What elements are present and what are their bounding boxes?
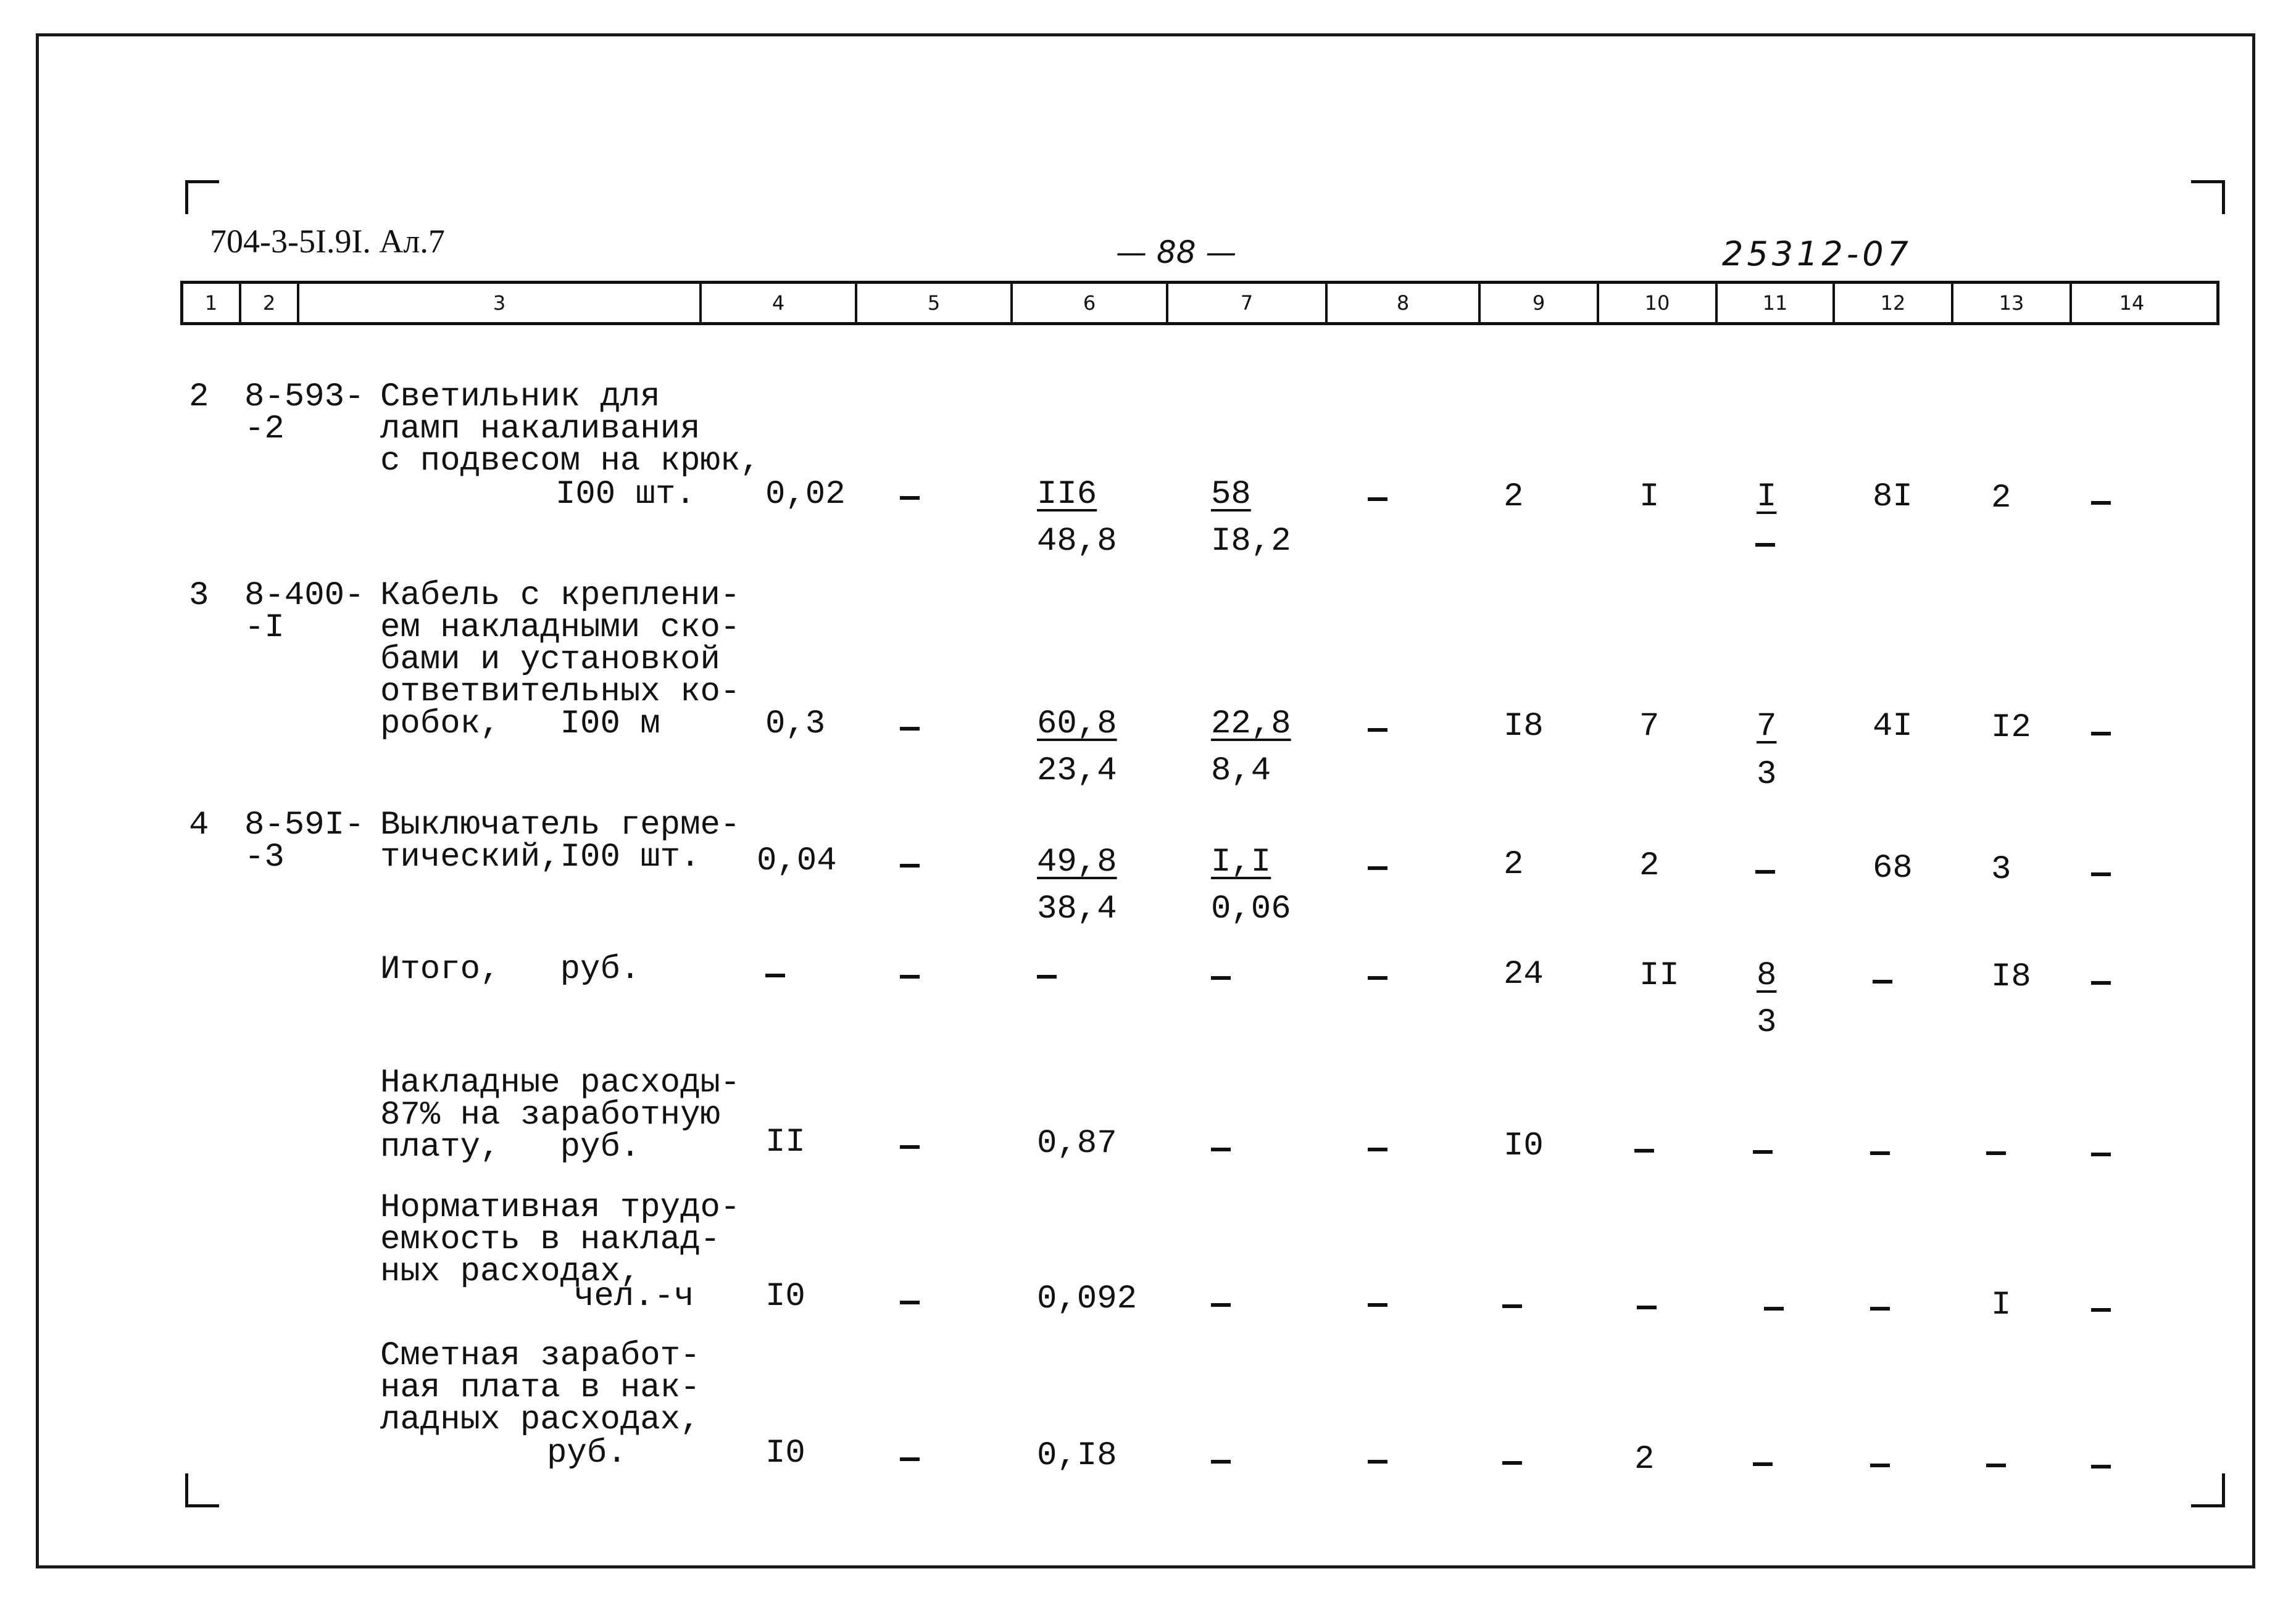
cell-col6-bottom: 38,4 xyxy=(1037,890,1117,928)
cell-col6-bottom: 48,8 xyxy=(1037,523,1117,560)
cell-col7-top: 58 xyxy=(1211,476,1251,513)
column-header: 10 xyxy=(1599,284,1718,322)
cell-col6: 0,092 xyxy=(1037,1280,1138,1318)
work-description: Выключатель герме- тический,I00 шт. xyxy=(380,806,741,876)
cell-col10: 7 xyxy=(1639,708,1660,745)
column-header: 1 xyxy=(183,284,241,322)
empty-dash xyxy=(765,974,785,977)
empty-dash xyxy=(1211,976,1231,980)
cell-col7-top: 22,8 xyxy=(1211,705,1291,743)
unit: чел.-ч xyxy=(574,1278,694,1315)
cell-col6-bottom: 23,4 xyxy=(1037,752,1117,790)
corner-mark-bottom-left xyxy=(185,1473,219,1507)
row-number: 3 xyxy=(189,577,209,615)
cell-col6-top: 49,8 xyxy=(1037,843,1117,881)
cell-col4: I0 xyxy=(765,1435,805,1472)
empty-dash xyxy=(1870,1151,1890,1155)
cell-col13: I8 xyxy=(1991,958,2031,996)
column-header: 2 xyxy=(241,284,299,322)
empty-dash xyxy=(1368,1148,1387,1151)
empty-dash xyxy=(1502,1461,1522,1465)
cell-col12: 68 xyxy=(1873,850,1913,887)
document-number: 25312-07 xyxy=(1722,234,1912,273)
rate-code: 8-400- -I xyxy=(244,577,365,647)
empty-dash xyxy=(1753,1462,1773,1466)
cell-col4: 0,04 xyxy=(757,842,837,880)
empty-dash xyxy=(1755,870,1775,874)
empty-dash xyxy=(900,975,920,979)
empty-dash xyxy=(900,1301,920,1304)
corner-mark-bottom-right xyxy=(2191,1473,2225,1507)
cell-col11-bottom: 3 xyxy=(1757,756,1777,793)
column-header-row xyxy=(180,281,2219,325)
rate-code: 8-593- -2 xyxy=(244,378,365,448)
empty-dash xyxy=(1870,1464,1890,1467)
cell-col11-top: 7 xyxy=(1757,708,1777,745)
cell-col9: 2 xyxy=(1504,478,1524,516)
cell-col12: 4I xyxy=(1873,708,1913,745)
empty-dash xyxy=(900,1457,920,1461)
cell-col9: 2 xyxy=(1504,846,1524,884)
column-header: 13 xyxy=(1953,284,2072,322)
empty-dash xyxy=(1368,866,1387,870)
rate-code: 8-59I- -3 xyxy=(244,806,365,876)
cell-col12: 8I xyxy=(1873,478,1913,516)
labor-label: Нормативная трудо- емкость в наклад- ных расходах, xyxy=(380,1189,741,1291)
empty-dash xyxy=(1986,1464,2006,1467)
cell-col4: I0 xyxy=(765,1278,805,1315)
column-header: 11 xyxy=(1718,284,1835,322)
column-header: 4 xyxy=(702,284,857,322)
empty-dash xyxy=(900,727,920,731)
cell-col4: II xyxy=(765,1124,805,1161)
document-code: 704-3-5I.9I. Ал.7 xyxy=(210,223,445,260)
empty-dash xyxy=(1368,1460,1387,1464)
empty-dash xyxy=(2091,1465,2111,1468)
empty-dash xyxy=(2091,1153,2111,1156)
cell-col13: 2 xyxy=(1991,479,2011,517)
empty-dash xyxy=(1211,1148,1231,1151)
empty-dash xyxy=(1037,975,1057,979)
empty-dash xyxy=(2091,501,2111,505)
cell-col13: I xyxy=(1991,1286,2011,1324)
column-header: 12 xyxy=(1835,284,1953,322)
corner-mark-top-right xyxy=(2191,180,2225,214)
empty-dash xyxy=(2091,981,2111,985)
unit: руб. xyxy=(547,1435,627,1472)
page-number: — 88 — xyxy=(1116,234,1237,270)
cell-col7-bottom: I8,2 xyxy=(1211,523,1291,560)
column-header: 9 xyxy=(1481,284,1599,322)
wage-label: Сметная заработ- ная плата в нак- ладных расходах, xyxy=(380,1337,701,1439)
empty-dash xyxy=(1211,1303,1231,1307)
empty-dash xyxy=(2091,732,2111,735)
column-header: 3 xyxy=(299,284,702,322)
empty-dash xyxy=(1637,1306,1657,1309)
empty-dash xyxy=(1368,728,1387,732)
cell-col6-top: 60,8 xyxy=(1037,705,1117,743)
cell-col10: 2 xyxy=(1634,1441,1655,1478)
cell-col9: 24 xyxy=(1504,956,1544,993)
empty-dash xyxy=(1764,1307,1784,1311)
cell-col7-top: I,I xyxy=(1211,843,1271,881)
column-header: 7 xyxy=(1168,284,1328,322)
unit: I00 шт. xyxy=(555,476,696,513)
work-description: Кабель с креплени- ем накладными ско- бами и установкой ответвительных ко- xyxy=(380,577,741,711)
empty-dash xyxy=(1368,1303,1387,1307)
cell-col6: 0,I8 xyxy=(1037,1437,1117,1475)
empty-dash xyxy=(1753,1150,1773,1154)
empty-dash xyxy=(900,1145,920,1149)
work-description: Светильник для ламп накаливания с подвесом на крюк, xyxy=(380,378,760,480)
empty-dash xyxy=(1986,1151,2006,1155)
empty-dash xyxy=(1368,976,1387,980)
cell-col7-bottom: 0,06 xyxy=(1211,890,1291,928)
cell-col10: I xyxy=(1639,478,1660,516)
column-header: 5 xyxy=(857,284,1013,322)
empty-dash xyxy=(1870,1307,1890,1311)
cell-col11-top: 8 xyxy=(1757,957,1777,995)
cell-col4: 0,02 xyxy=(765,476,846,513)
row-number: 4 xyxy=(189,806,209,844)
overhead-label: Накладные расходы- 87% на заработную плату, руб. xyxy=(380,1064,741,1166)
cell-col13: I2 xyxy=(1991,709,2031,747)
row-number: 2 xyxy=(189,378,209,416)
cell-col11-bottom: 3 xyxy=(1757,1004,1777,1042)
empty-dash xyxy=(1211,1460,1231,1464)
empty-dash xyxy=(2091,872,2111,876)
cell-col9: I8 xyxy=(1504,708,1544,745)
cell-col7-bottom: 8,4 xyxy=(1211,752,1271,790)
empty-dash xyxy=(2091,1308,2111,1312)
empty-dash xyxy=(1368,497,1387,501)
empty-dash xyxy=(1502,1304,1522,1308)
empty-dash xyxy=(1634,1149,1654,1153)
cell-col11-top: I xyxy=(1757,478,1777,516)
column-header: 6 xyxy=(1013,284,1168,322)
cell-col6: 0,87 xyxy=(1037,1125,1117,1162)
cell-col10: 2 xyxy=(1639,847,1660,885)
column-header: 14 xyxy=(2119,291,2145,315)
cell-col10: II xyxy=(1639,957,1679,995)
cell-col13: 3 xyxy=(1991,851,2011,888)
corner-mark-top-left xyxy=(185,180,219,214)
total-label: Итого, руб. xyxy=(380,951,641,988)
empty-dash xyxy=(1873,980,1892,984)
empty-dash xyxy=(900,864,920,868)
cell-col4: 0,3 xyxy=(765,705,826,743)
unit: робок, I00 м xyxy=(380,705,660,743)
cell-col6-top: II6 xyxy=(1037,476,1097,513)
column-header: 8 xyxy=(1328,284,1481,322)
empty-dash xyxy=(900,496,920,500)
empty-dash xyxy=(1755,543,1775,547)
cell-col9: I0 xyxy=(1504,1127,1544,1165)
